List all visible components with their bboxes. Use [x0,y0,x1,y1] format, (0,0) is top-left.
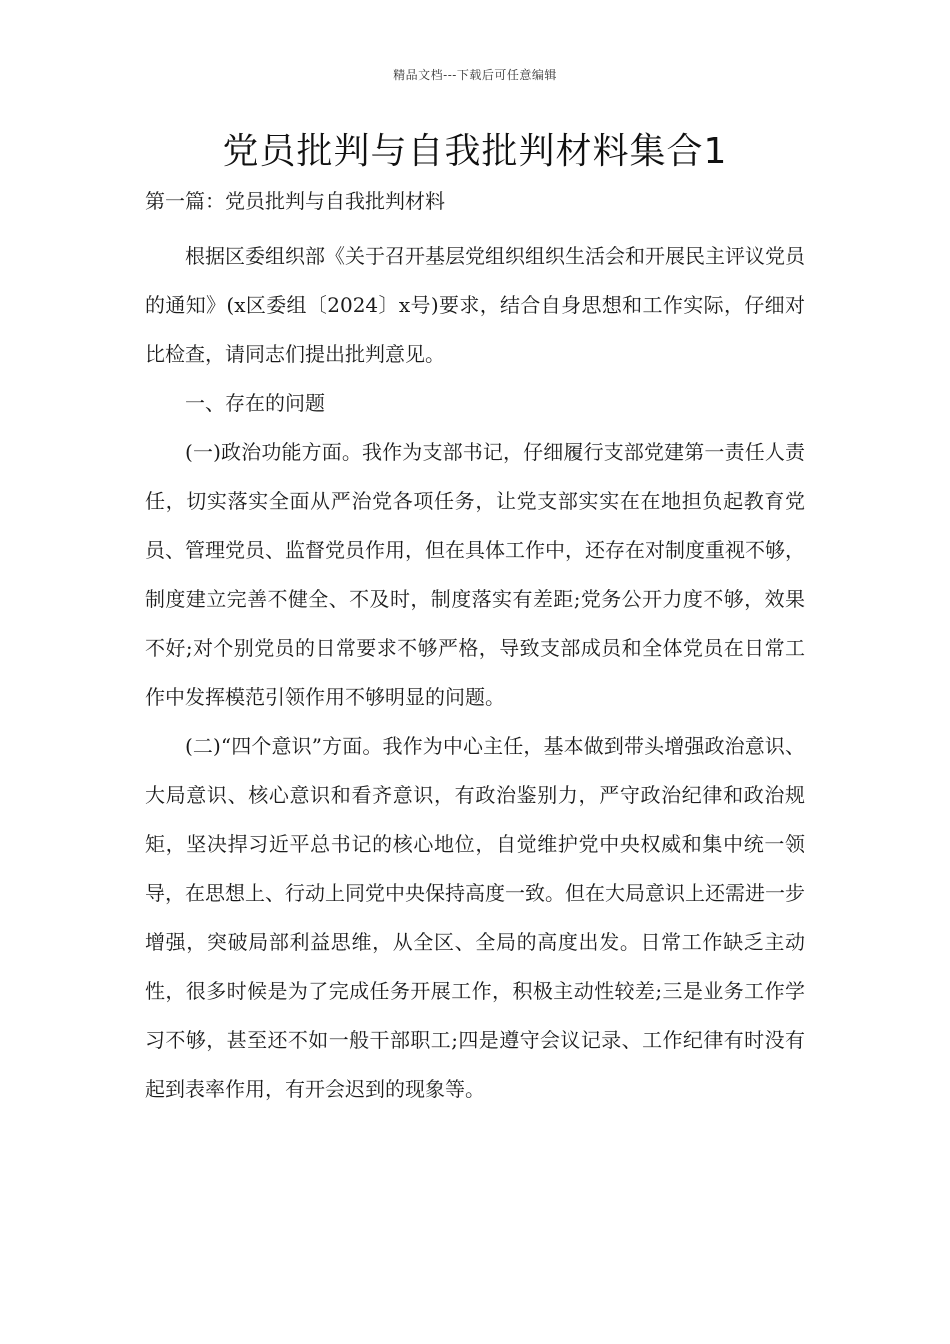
paragraph-four-consciousness: (二)“四个意识”方面。我作为中心主任，基本做到带头增强政治意识、大局意识、核心意识和看齐意识，有政治鉴别力，严守政治纪律和政治规矩，坚决捍习近平总书记的核心地位，自觉维护党中央权威和集中统一领导，在思想上、行动上同党中央保持高度一致。但在大局意识上还需进一步增强，突破局部利益思维，从全区、全局的高度出发。日常工作缺乏主动性，很多时候是为了完成任务开展工作，积极主动性较差;三是业务工作学习不够，甚至还不如一般干部职工;四是遵守会议记录、工作纪律有时没有起到表率作用，有开会迟到的现象等。 [145,734,805,1101]
section-heading: 第一篇：党员批判与自我批判材料 [145,189,445,213]
document-body [145,232,805,1114]
paragraph-intro: 根据区委组织部《关于召开基层党组织组织生活会和开展民主评议党员的通知》(x区委组〔2024〕x号)要求，结合自身思想和工作实际，仔细对比检查，请同志们提出批判意见。 [145,244,805,366]
paragraph-subheading-problems: 一、存在的问题 [185,391,325,415]
document-title: 党员批判与自我批判材料集合1 [222,131,728,172]
paragraph-political-function: (一)政治功能方面。我作为支部书记，仔细履行支部党建第一责任人责任，切实落实全面从严治党各项任务，让党支部实实在在地担负起教育党员、管理党员、监督党员作用，但在具体工作中，还存在对制度重视不够，制度建立完善不健全、不及时，制度落实有差距;党务公开力度不够，效果不好;对个别党员的日常要求不够严格，导致支部成员和全体党员在日常工作中发挥模范引领作用不够明显的问题。 [145,440,805,709]
page-header-note: 精品文档---下载后可任意编辑 [393,68,557,82]
